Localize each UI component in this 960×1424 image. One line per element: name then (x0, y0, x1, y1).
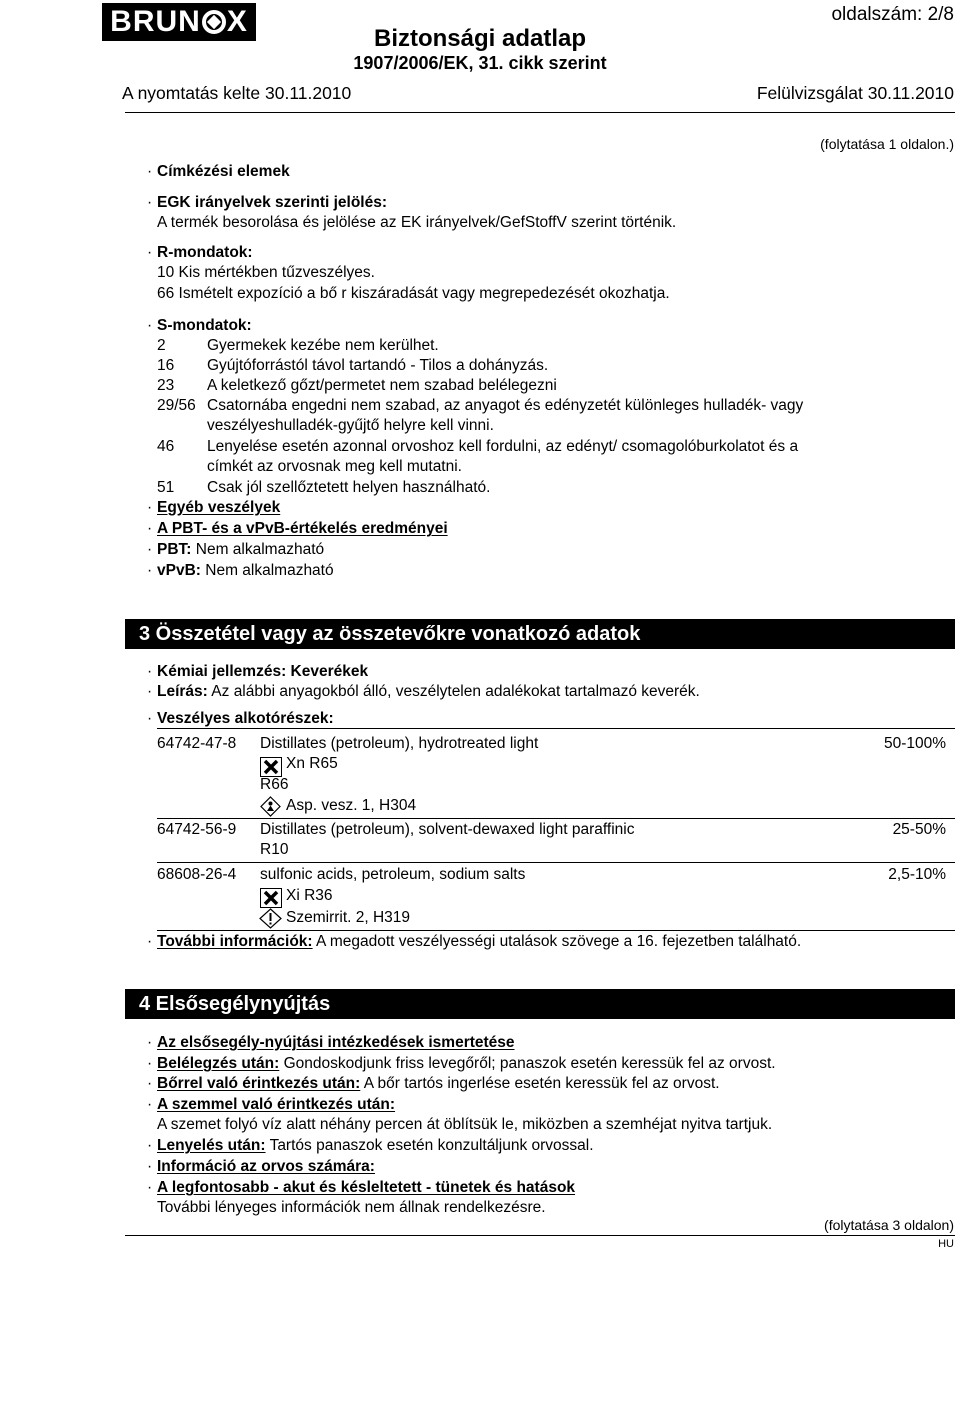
cas-number: 68608-26-4 (157, 866, 237, 883)
component-name: Distillates (petroleum), solvent-dewaxed light paraffinic (260, 821, 635, 838)
exclamation-hazard-icon (259, 908, 282, 929)
inhalation-text: Gondoskodjunk friss levegőről; panaszok esetén keressük fel az orvost. (283, 1055, 776, 1072)
classification: Xn R65 (286, 755, 338, 772)
footer-divider (125, 1235, 955, 1236)
section-4-title: 4 Elsősegélynyújtás (125, 989, 955, 1019)
table-top-rule (157, 728, 955, 729)
brunox-logo: BRUN X (102, 3, 256, 41)
s-phrase-number: 51 (157, 479, 175, 496)
r-phrases-label: R-mondatok: (157, 244, 253, 261)
pbt-row (157, 542, 324, 558)
skin-contact-text: A bőr tartós ingerlése esetén keressük fel az orvost. (363, 1075, 720, 1092)
s-phrase-text: Csatornába engedni nem szabad, az anyagot és edényzetét különleges hulladék- vagy (207, 397, 804, 414)
document-subtitle: 1907/2006/EK, 31. cikk szerint (353, 53, 607, 73)
pbt-value: Nem alkalmazható (195, 541, 325, 558)
skin-contact-row (157, 1076, 720, 1092)
s-phrase-text: Csak jól szellőztetett helyen használható. (207, 479, 491, 496)
ek-text: A termék besorolása és jelölése az EK irányelvek/GefStoffV szerint történik. (157, 214, 677, 231)
first-aid-measures-heading: Az elsősegély-nyújtási intézkedések ismertetése (157, 1034, 515, 1051)
classification: Xi R36 (286, 887, 333, 904)
description-text: Az alábbi anyagokból álló, veszélytelen adalékokat tartalmazó keverék. (211, 683, 700, 700)
s-phrase-number: 23 (157, 377, 175, 394)
symptoms-text: További lényeges információk nem állnak rendelkezésre. (157, 1199, 546, 1216)
s-phrase-text: Gyermekek kezébe nem kerülhet. (207, 337, 439, 354)
s-phrase-text: A keletkező gőzt/permetet nem szabad belélegezni (207, 377, 557, 394)
vpvb-value: Nem alkalmazható (205, 562, 334, 579)
pbt-label: PBT: (157, 541, 192, 558)
header-divider (125, 112, 955, 113)
document-title: Biztonsági adatlap (373, 25, 587, 52)
s-phrase-text: címkét az orvosnak meg kell mutatni. (207, 458, 462, 475)
other-hazards-heading: Egyéb veszélyek (157, 499, 281, 516)
skin-contact-label: Bőrrel való érintkezés után: (157, 1075, 361, 1092)
symptoms-heading: A legfontosabb - akut és késleltetett - tünetek és hatások (157, 1179, 576, 1196)
section-3-title: 3 Összetétel vagy az összetevőkre vonatkozó adatok (125, 619, 955, 649)
harmful-cross-icon (260, 757, 282, 777)
r-phrase: 66 Ismételt expozíció a bő r kiszáradását vagy megrepedezését okozhatja. (157, 285, 670, 302)
ingestion-label: Lenyelés után: (157, 1137, 266, 1154)
s-phrase-number: 46 (157, 438, 175, 455)
s-phrase-number: 2 (157, 337, 166, 354)
ghs-classification: Asp. vesz. 1, H304 (286, 797, 417, 814)
language-code: HU (938, 1238, 954, 1250)
more-info-text: A megadott veszélyességi utalások szövege a 16. fejezetben található. (316, 933, 802, 950)
classification: R10 (260, 841, 289, 858)
component-percent: 25-50% (892, 821, 946, 838)
table-row-rule (157, 862, 955, 863)
table-bottom-rule (157, 930, 955, 931)
dangerous-components-label: Veszélyes alkotórészek: (157, 710, 334, 727)
component-name: sulfonic acids, petroleum, sodium salts (260, 866, 526, 883)
s-phrase-text: Lenyelése esetén azonnal orvoshoz kell fordulni, az edényt/ csomagolóburkolatot és a (207, 438, 799, 455)
continuation-to: (folytatása 3 oldalon) (824, 1217, 954, 1233)
description-row (157, 684, 700, 700)
ingestion-text: Tartós panaszok esetén konzultáljunk orvossal. (269, 1137, 594, 1154)
more-info-row (157, 934, 801, 950)
s-phrase-text: veszélyeshulladék-gyűjtő helyre kell vinni. (207, 417, 494, 434)
continuation-from: (folytatása 1 oldalon.) (820, 136, 954, 152)
health-hazard-icon (260, 796, 281, 817)
s-phrases-label: S-mondatok: (157, 317, 252, 334)
chemical-characterization: Kémiai jellemzés: Keverékek (157, 663, 369, 680)
vpvb-label: vPvB: (157, 562, 201, 579)
inhalation-label: Belélegzés után: (157, 1055, 280, 1072)
s-phrase-number: 29/56 (157, 397, 196, 414)
classification: R66 (260, 776, 289, 793)
r-phrase: 10 Kis mértékben tűzveszélyes. (157, 264, 375, 281)
component-percent: 2,5-10% (888, 866, 946, 883)
ingestion-row (157, 1138, 594, 1154)
cas-number: 64742-47-8 (157, 735, 237, 752)
revision-date: Felülvizsgálat 30.11.2010 (756, 83, 954, 103)
pbt-assessment-heading: A PBT- és a vPvB-értékelés eredményei (157, 520, 448, 537)
doctor-info-label: Információ az orvos számára: (157, 1158, 375, 1175)
s-phrase-number: 16 (157, 357, 175, 374)
print-date: A nyomtatás kelte 30.11.2010 (122, 83, 352, 103)
description-label: Leírás: (157, 683, 208, 700)
component-name: Distillates (petroleum), hydrotreated light (260, 735, 539, 752)
component-percent: 50-100% (883, 735, 946, 752)
vpvb-row (157, 563, 334, 579)
labeling-heading: Címkézési elemek (157, 163, 290, 180)
s-phrase-text: Gyújtóforrástól távol tartandó - Tilos a dohányzás. (207, 357, 549, 374)
eye-contact-label: A szemmel való érintkezés után: (157, 1096, 396, 1113)
inhalation-row (157, 1056, 776, 1072)
cas-number: 64742-56-9 (157, 821, 237, 838)
table-row-rule (157, 818, 955, 819)
more-info-label: További információk: (157, 933, 313, 950)
irritant-cross-icon (260, 888, 282, 908)
eye-contact-text: A szemet folyó víz alatt néhány percen át öblítsük le, miközben a szemhéjat nyitva tartjuk. (157, 1116, 773, 1133)
page-number: oldalszám: 2/8 (831, 4, 954, 25)
ghs-classification: Szemirrit. 2, H319 (286, 909, 411, 926)
ek-label: EGK irányelvek szerinti jelölés: (157, 194, 388, 211)
